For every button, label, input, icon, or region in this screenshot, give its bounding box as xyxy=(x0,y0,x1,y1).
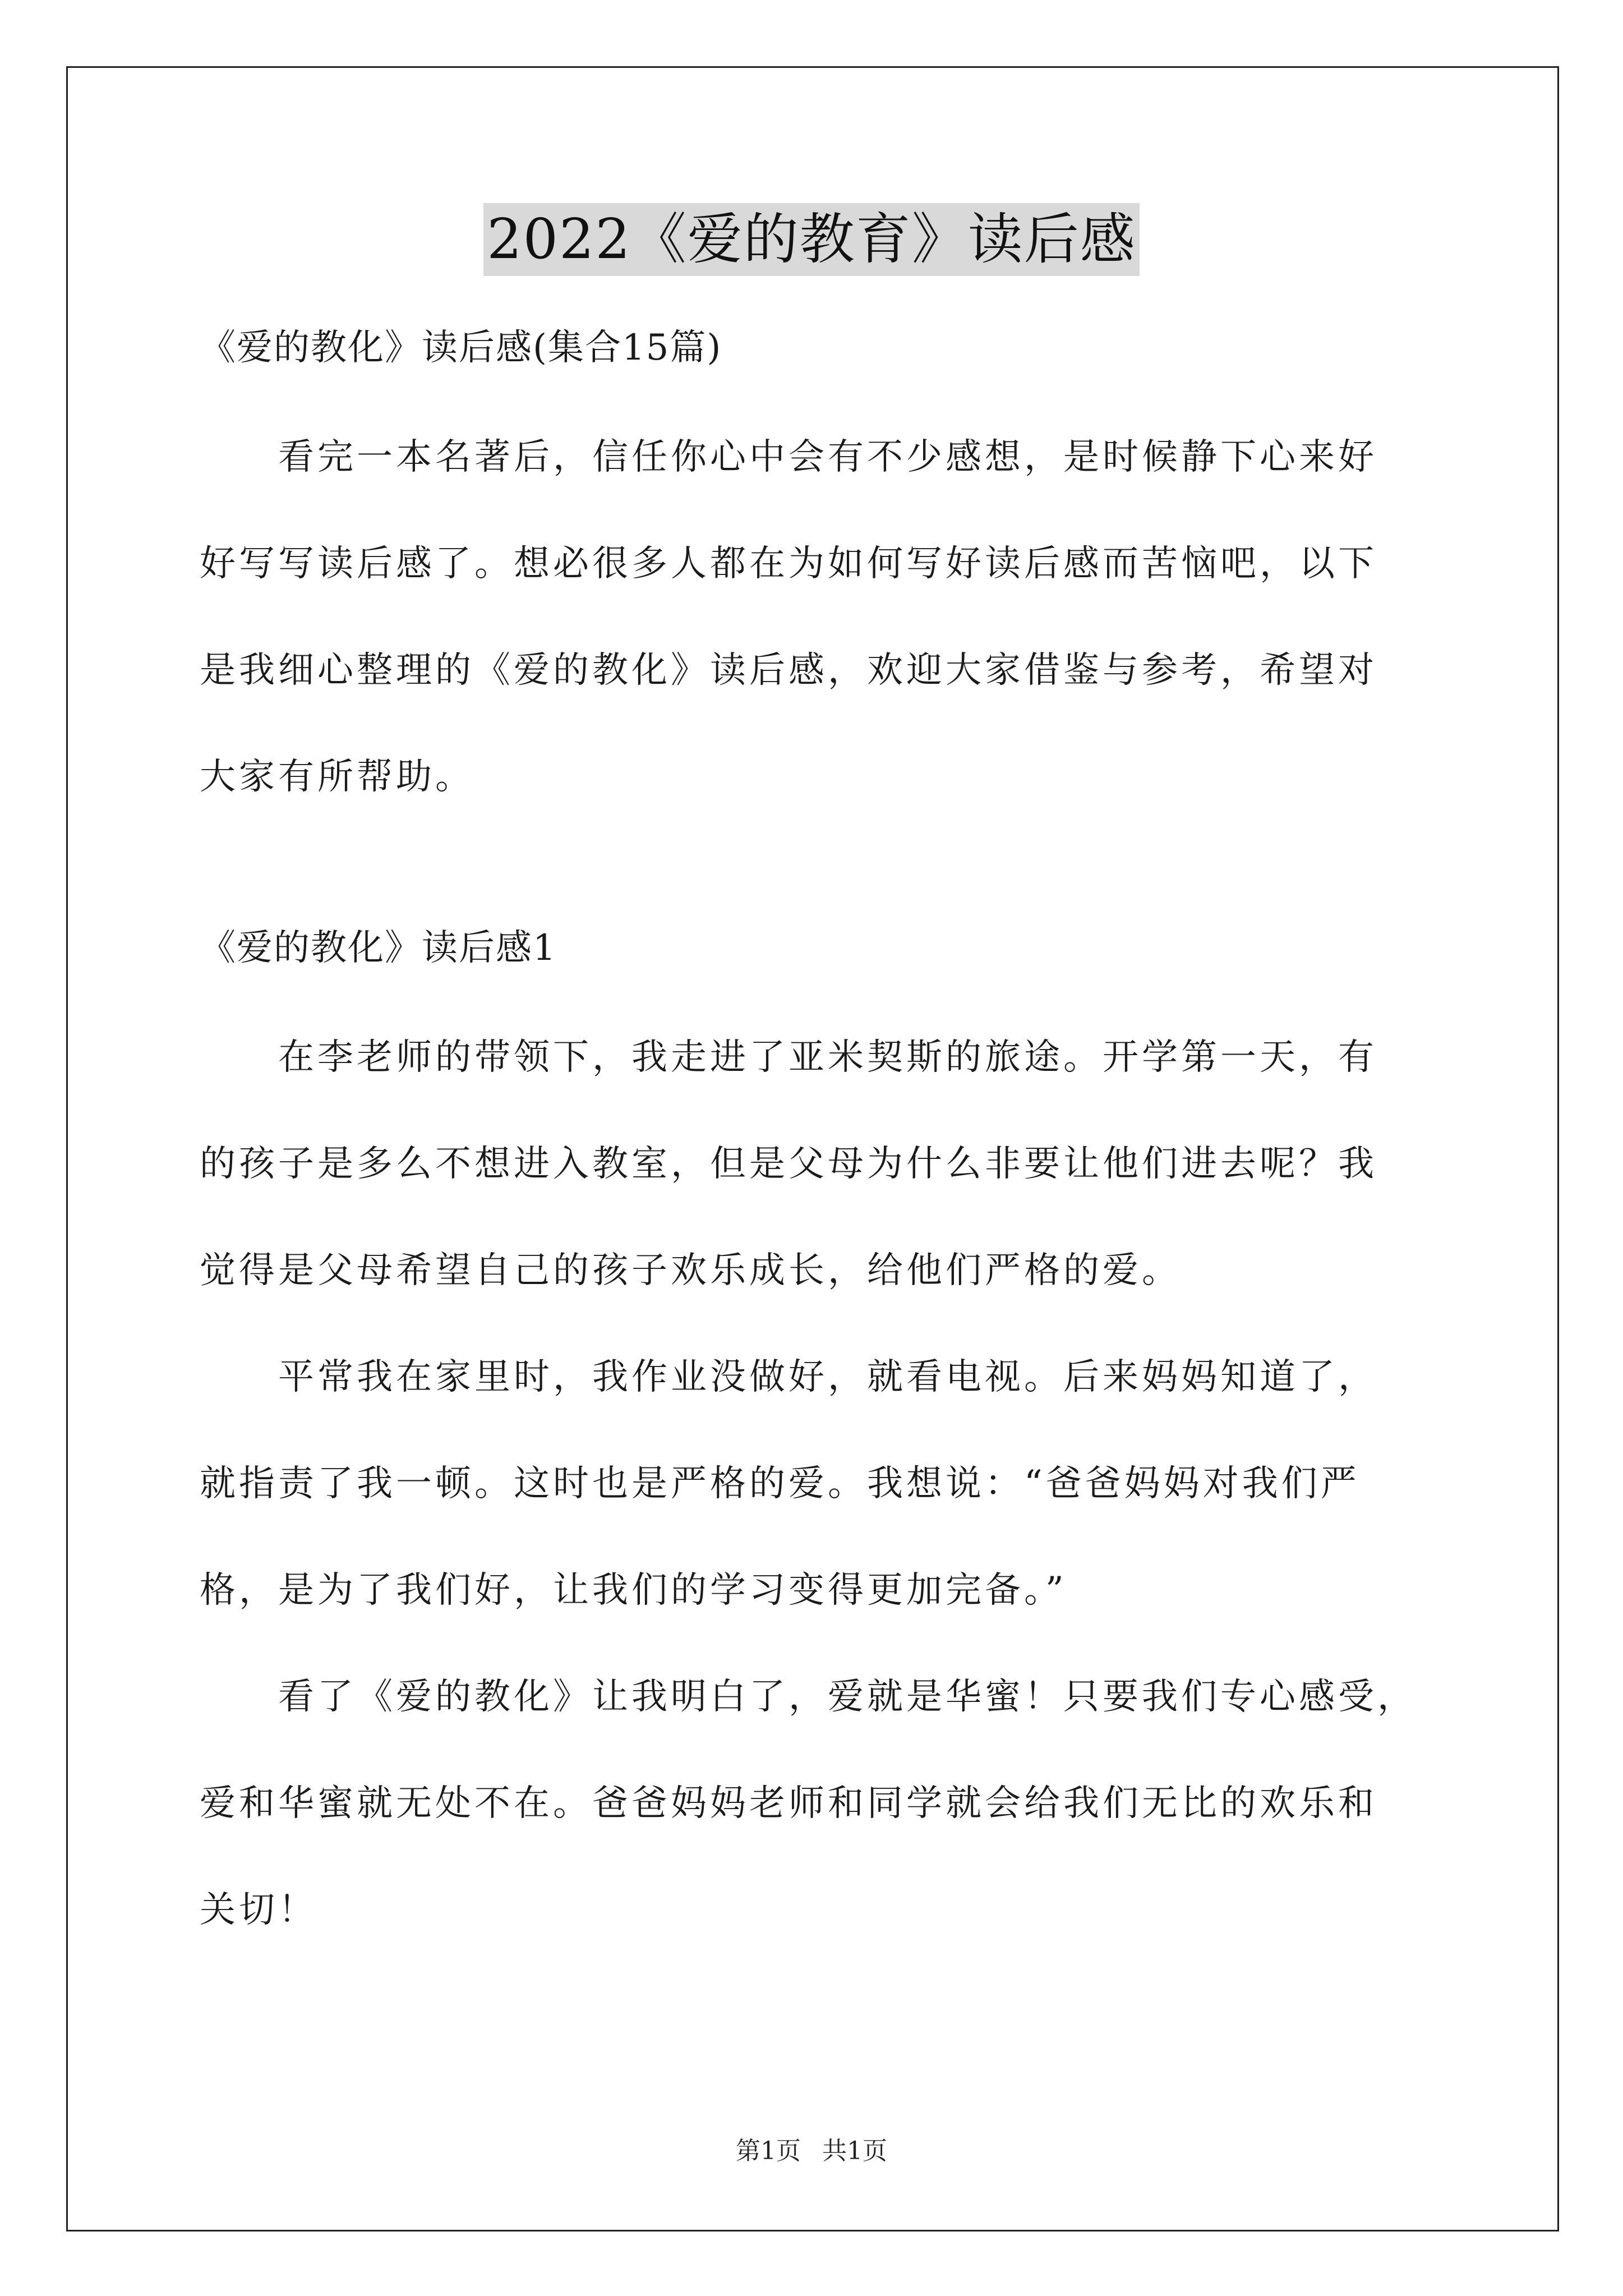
paragraph-line: 就指责了我一顿。这时也是严格的爱。我想说：“爸爸妈妈对我们严 xyxy=(200,1463,1360,1504)
body-paragraph-1 xyxy=(200,1004,1439,1324)
paragraph-line: 觉得是父母希望自己的孩子欢乐成长，给他们严格的爱。 xyxy=(200,1250,1181,1291)
paragraph-line: 好写写读后感了。想必很多人都在为如何写好读后感而苦恼吧，以下 xyxy=(200,543,1377,585)
paragraph-line: 在李老师的带领下，我走进了亚米契斯的旅途。开学第一天，有 xyxy=(278,1037,1377,1078)
paragraph-line: 看完一本名著后，信任你心中会有不少感想，是时候静下心来好 xyxy=(278,436,1377,478)
paragraph-line: 爱和华蜜就无处不在。爸爸妈妈老师和同学就会给我们无比的欢乐和 xyxy=(200,1783,1377,1824)
document-title: 2022《爱的教育》读后感 xyxy=(483,203,1139,276)
paragraph-line: 的孩子是多么不想进入教室，但是父母为什么非要让他们进去呢？我 xyxy=(200,1143,1377,1185)
body-paragraph-2 xyxy=(200,1324,1439,1644)
paragraph-line: 平常我在家里时，我作业没做好，就看电视。后来妈妈知道了， xyxy=(278,1356,1377,1398)
paragraph-line: 关切！ xyxy=(200,1889,317,1931)
paragraph-line: 大家有所帮助。 xyxy=(200,756,474,798)
body-paragraph-3 xyxy=(200,1644,1439,1963)
paragraph-line: 看了《爱的教化》让我明白了，爱就是华蜜！只要我们专心感受， xyxy=(278,1676,1417,1718)
paragraph-line: 格，是为了我们好，让我们的学习变得更加完备。” xyxy=(200,1570,1067,1611)
title-container xyxy=(0,203,1623,276)
document-subtitle: 《爱的教化》读后感(集合15篇) xyxy=(200,327,722,369)
section-heading: 《爱的教化》读后感1 xyxy=(200,927,557,969)
page-footer xyxy=(0,2134,1623,2168)
intro-paragraph xyxy=(200,404,1439,830)
page-total: 共1页 xyxy=(822,2137,887,2165)
paragraph-line: 是我细心整理的《爱的教化》读后感，欢迎大家借鉴与参考，希望对 xyxy=(200,650,1377,691)
page-number: 第1页 xyxy=(736,2137,801,2165)
section-gap xyxy=(200,830,1439,914)
document-body xyxy=(200,314,1439,1963)
